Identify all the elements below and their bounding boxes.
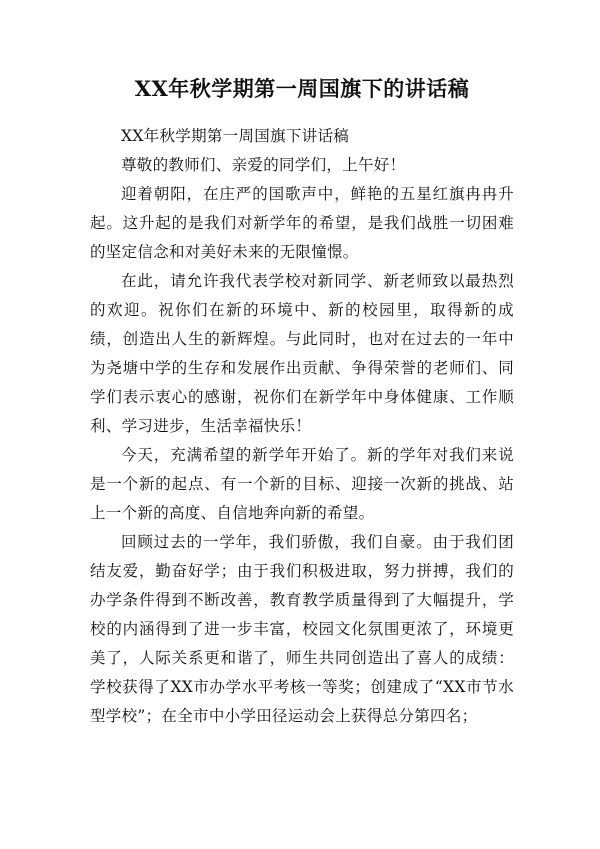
greeting-paragraph: 尊敬的教师们、亲爱的同学们，上午好！ <box>121 156 406 174</box>
body-paragraph-welcome: 在此，请允许我代表学校对新同学、新老师致以最热烈的欢迎。祝你们在新的环境中、新的校园里，取得新的成绩，创造出人生的新辉煌。与此同时，也对在过去的一年中为尧塘中学的生存和发展作出贡献、争得荣誉的老师们、同学们表示衷心的感谢，祝你们在新学年中身体健康、工作顺利、学习进步，生活幸福快乐！ <box>90 272 514 435</box>
subtitle-paragraph: XX年秋学期第一周国旗下讲话稿 <box>121 127 350 145</box>
document-title: XX年秋学期第一周国旗下的讲话稿 <box>134 76 470 101</box>
body-paragraph-flag: 迎着朝阳，在庄严的国歌声中，鲜艳的五星红旗冉冉升起。这升起的是我们对新学年的希望，是我们战胜一切困难的坚定信念和对美好未来的无限憧憬。 <box>90 185 514 261</box>
body-paragraph-new-year: 今天，充满希望的新学年开始了。新的学年对我们来说是一个新的起点、有一个新的目标、迎接一次新的挑战、站上一个新的高度、自信地奔向新的希望。 <box>90 446 514 522</box>
body-paragraph-review: 回顾过去的一学年，我们骄傲，我们自豪。由于我们团结友爱，勤奋好学；由于我们积极进取，努力拼搏，我们的办学条件得到不断改善，教育教学质量得到了大幅提升，学校的内涵得到了进一步丰富，校园文化氛围更浓了，环境更美了，人际关系更和谐了，师生共同创造出了喜人的成绩：学校获得了XX市办学水平考核一等奖；创建成了“XX市节水型学校”；在全市中小学田径运动会上获得总分第四名； <box>90 533 514 725</box>
